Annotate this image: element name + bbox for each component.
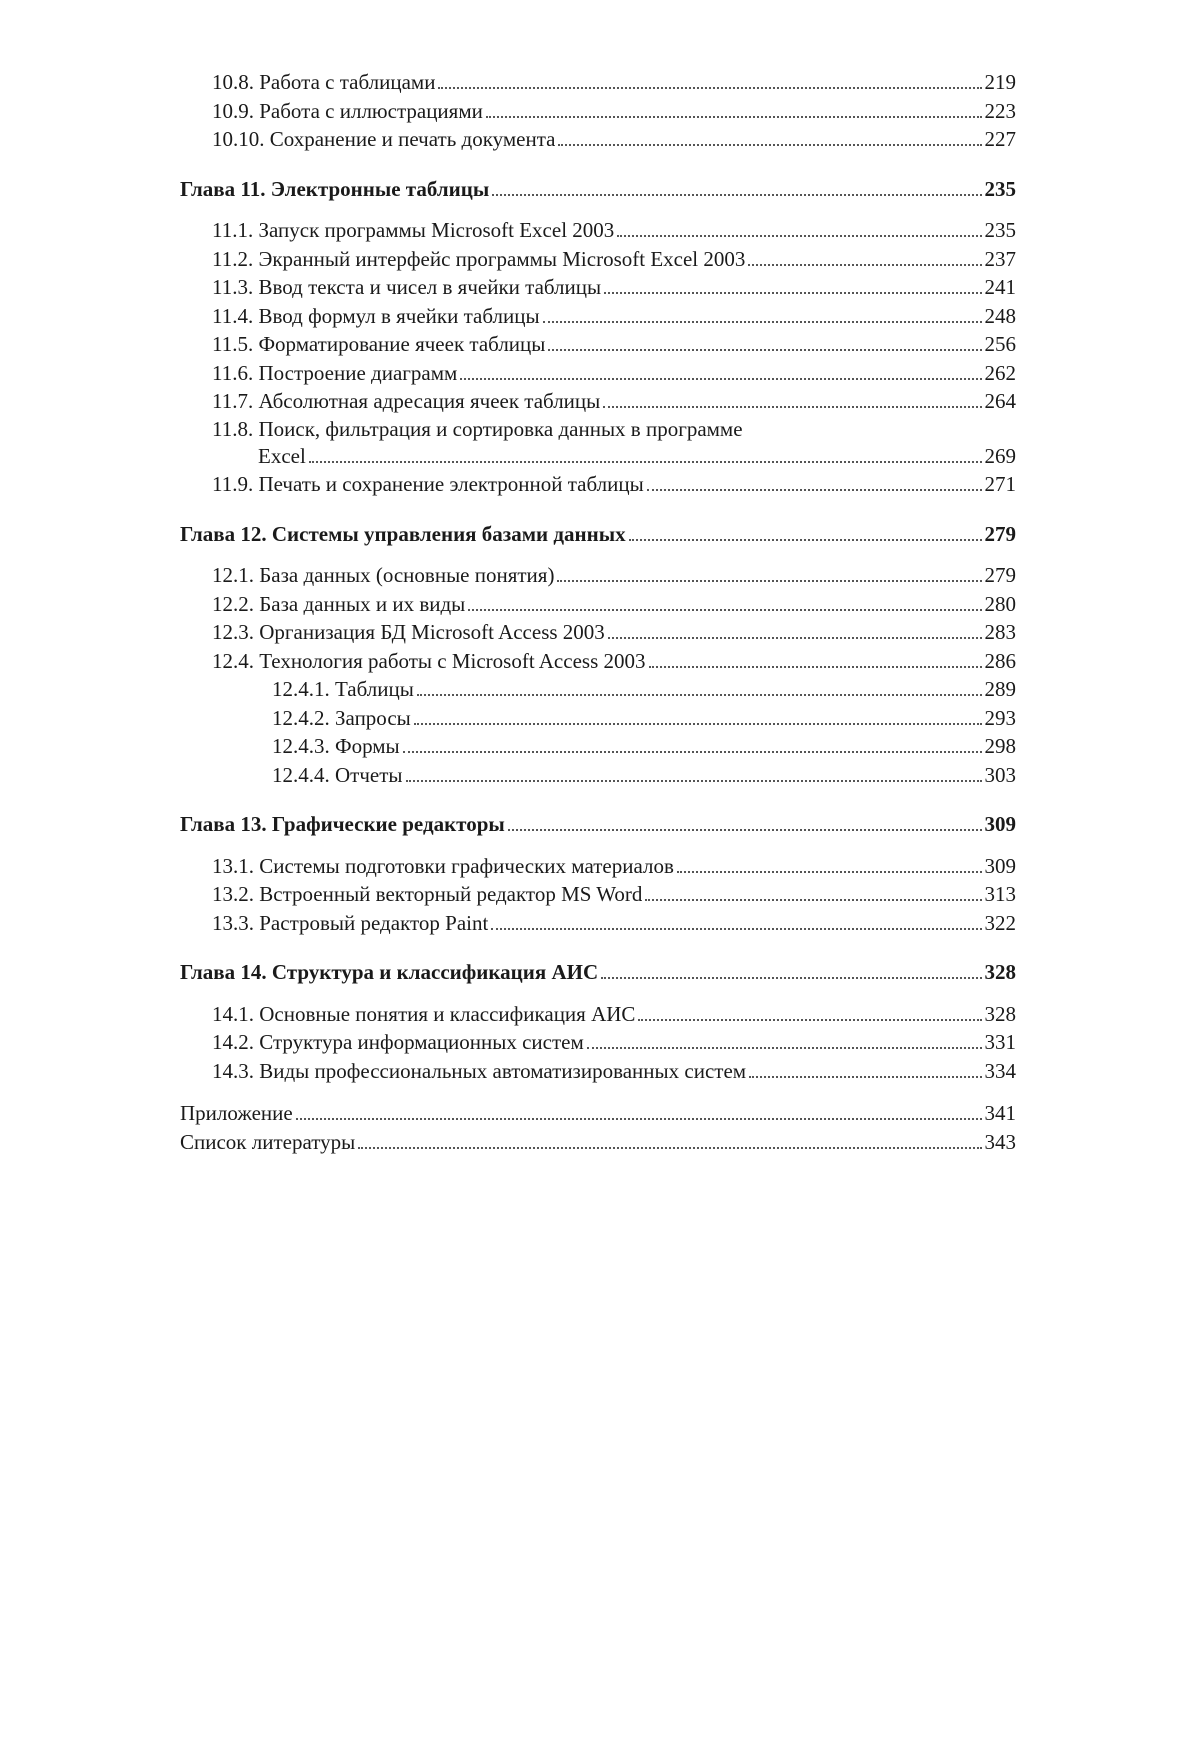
dot-leader [548, 349, 981, 351]
toc-entry-11-6 [180, 359, 1016, 388]
entry-continuation [212, 442, 1016, 471]
entry-page: 331 [984, 1030, 1016, 1054]
entry-title: 12.4.3. Формы [272, 734, 400, 758]
toc-entry-11-3 [180, 273, 1016, 302]
toc-entry-14-2 [180, 1028, 1016, 1057]
entry-title: 10.10. Сохранение и печать документа [212, 127, 556, 151]
dot-leader [587, 1047, 982, 1049]
toc-entry-11-4 [180, 302, 1016, 331]
dot-leader [296, 1118, 982, 1120]
entry-title: 10.8. Работа с таблицами [212, 70, 436, 94]
entry-title: 10.9. Работа с иллюстрациями [212, 98, 483, 123]
entry-title: 12.3. Организация БД Microsoft Access 2003 [212, 620, 605, 644]
chapter-page: 309 [984, 812, 1016, 836]
toc-entry-11-2 [180, 245, 1016, 274]
entry-page: 235 [984, 218, 1016, 242]
entry-page: 262 [984, 360, 1016, 385]
toc-chapter-14 [180, 958, 1016, 987]
dot-leader [543, 321, 982, 323]
dot-leader [438, 87, 981, 89]
toc-entry-12-1 [180, 561, 1016, 590]
entry-title: 13.1. Системы подготовки графических материалов [212, 853, 674, 878]
dot-leader [603, 406, 981, 408]
dot-leader [491, 928, 981, 930]
dot-leader [647, 489, 982, 491]
entry-title: 12.4.4. Отчеты [272, 762, 403, 787]
entry-page: 223 [984, 98, 1016, 123]
toc-chapter-11 [180, 175, 1016, 204]
dot-leader [414, 723, 982, 725]
entry-page: 271 [984, 472, 1016, 496]
entry-page: 219 [984, 70, 1016, 94]
dot-leader [649, 666, 982, 668]
dot-leader [403, 751, 982, 753]
toc-subentry-12-4-3 [180, 732, 1016, 761]
entry-page: 289 [984, 677, 1016, 701]
dot-leader [486, 116, 982, 118]
chapter-title: Глава 12. Системы управления базами данных [180, 521, 626, 546]
dot-leader [629, 539, 982, 541]
toc-entry-11-9 [180, 470, 1016, 499]
chapter-page: 279 [984, 521, 1016, 546]
entry-page: 248 [984, 303, 1016, 328]
toc-entry-12-4 [180, 647, 1016, 676]
appendix-title: Приложение [180, 1101, 293, 1125]
dot-leader [468, 609, 981, 611]
dot-leader [617, 235, 981, 237]
toc-entry-13-1 [180, 852, 1016, 881]
entry-title: 14.2. Структура информационных систем [212, 1030, 584, 1054]
entry-title: 12.2. База данных и их виды [212, 591, 466, 616]
dot-leader [677, 871, 982, 873]
dot-leader [406, 780, 982, 782]
dot-leader [358, 1147, 981, 1149]
entry-title: 14.3. Виды профессиональных автоматизированных систем [212, 1058, 747, 1083]
entry-title: 11.1. Запуск программы Microsoft Excel 2003 [212, 218, 615, 242]
dot-leader [638, 1019, 981, 1021]
entry-page: 237 [984, 246, 1016, 271]
entry-title: 11.5. Форматирование ячеек таблицы [212, 332, 546, 356]
toc-entry-11-7 [180, 387, 1016, 416]
toc-entry-14-1 [180, 1000, 1016, 1029]
entry-page: 280 [984, 591, 1016, 616]
entry-title: 11.2. Экранный интерфейс программы Microsoft Excel 2003 [212, 246, 746, 271]
entry-page: 256 [984, 332, 1016, 356]
dot-leader [460, 378, 981, 380]
dot-leader [749, 1076, 981, 1078]
dot-leader [601, 977, 981, 979]
appendix-page: 341 [984, 1101, 1016, 1125]
entry-title: 12.4. Технология работы с Microsoft Access 2003 [212, 648, 646, 673]
table-of-contents [180, 68, 1016, 1156]
entry-title-line2: Excel [258, 443, 306, 468]
entry-title: 11.4. Ввод формул в ячейки таблицы [212, 303, 540, 328]
entry-page: 334 [984, 1058, 1016, 1083]
toc-references [180, 1128, 1016, 1157]
entry-title: 12.4.1. Таблицы [272, 677, 414, 701]
toc-entry-13-3 [180, 909, 1016, 938]
toc-chapter-12 [180, 520, 1016, 549]
entry-title: 13.3. Растровый редактор Paint [212, 910, 489, 935]
dot-leader [748, 264, 981, 266]
entry-page: 279 [984, 563, 1016, 587]
chapter-title: Глава 11. Электронные таблицы [180, 176, 490, 201]
toc-subentry-12-4-4 [180, 761, 1016, 790]
dot-leader [417, 694, 982, 696]
entry-page: 293 [984, 705, 1016, 730]
entry-title-line1: 11.8. Поиск, фильтрация и сортировка данных в программе [212, 416, 743, 441]
toc-entry-10-8 [180, 68, 1016, 97]
entry-title: 12.1. База данных (основные понятия) [212, 563, 555, 587]
entry-page: 322 [984, 910, 1016, 935]
entry-page: 269 [984, 443, 1016, 468]
references-page: 343 [984, 1129, 1016, 1154]
entry-page: 303 [984, 762, 1016, 787]
dot-leader [309, 461, 982, 463]
entry-page: 227 [984, 127, 1016, 151]
dot-leader [558, 144, 981, 146]
toc-entry-10-10 [180, 125, 1016, 154]
toc-subentry-12-4-1 [180, 675, 1016, 704]
entry-title: 11.6. Построение диаграмм [212, 360, 458, 385]
entry-title: 11.3. Ввод текста и чисел в ячейки таблицы [212, 275, 602, 299]
toc-entry-11-5 [180, 330, 1016, 359]
entry-page: 283 [984, 620, 1016, 644]
dot-leader [645, 899, 981, 901]
entry-title: 14.1. Основные понятия и классификация АИС [212, 1001, 636, 1026]
entry-page: 328 [984, 1001, 1016, 1026]
entry-title: 11.9. Печать и сохранение электронной таблицы [212, 472, 644, 496]
entry-page: 313 [984, 882, 1016, 906]
toc-entry-11-1 [180, 216, 1016, 245]
toc-chapter-13 [180, 810, 1016, 839]
toc-entry-12-2 [180, 590, 1016, 619]
entry-page: 241 [984, 275, 1016, 299]
entry-title: 12.4.2. Запросы [272, 705, 411, 730]
dot-leader [608, 637, 982, 639]
toc-entry-12-3 [180, 618, 1016, 647]
entry-title: 11.7. Абсолютная адресация ячеек таблицы [212, 389, 601, 413]
chapter-page: 235 [984, 176, 1016, 201]
entry-page: 309 [984, 853, 1016, 878]
references-title: Список литературы [180, 1129, 356, 1154]
toc-entry-13-2 [180, 880, 1016, 909]
dot-leader [508, 829, 982, 831]
entry-page: 298 [984, 734, 1016, 758]
toc-entry-11-8 [180, 416, 1016, 471]
chapter-title: Глава 13. Графические редакторы [180, 812, 505, 836]
entry-page: 286 [984, 648, 1016, 673]
dot-leader [604, 292, 981, 294]
toc-entry-14-3 [180, 1057, 1016, 1086]
toc-appendix [180, 1099, 1016, 1128]
dot-leader [557, 580, 981, 582]
dot-leader [492, 194, 981, 196]
toc-entry-10-9 [180, 97, 1016, 126]
chapter-page: 328 [984, 960, 1016, 984]
chapter-title: Глава 14. Структура и классификация АИС [180, 960, 599, 984]
entry-title: 13.2. Встроенный векторный редактор MS Word [212, 882, 643, 906]
entry-page: 264 [984, 389, 1016, 413]
toc-subentry-12-4-2 [180, 704, 1016, 733]
